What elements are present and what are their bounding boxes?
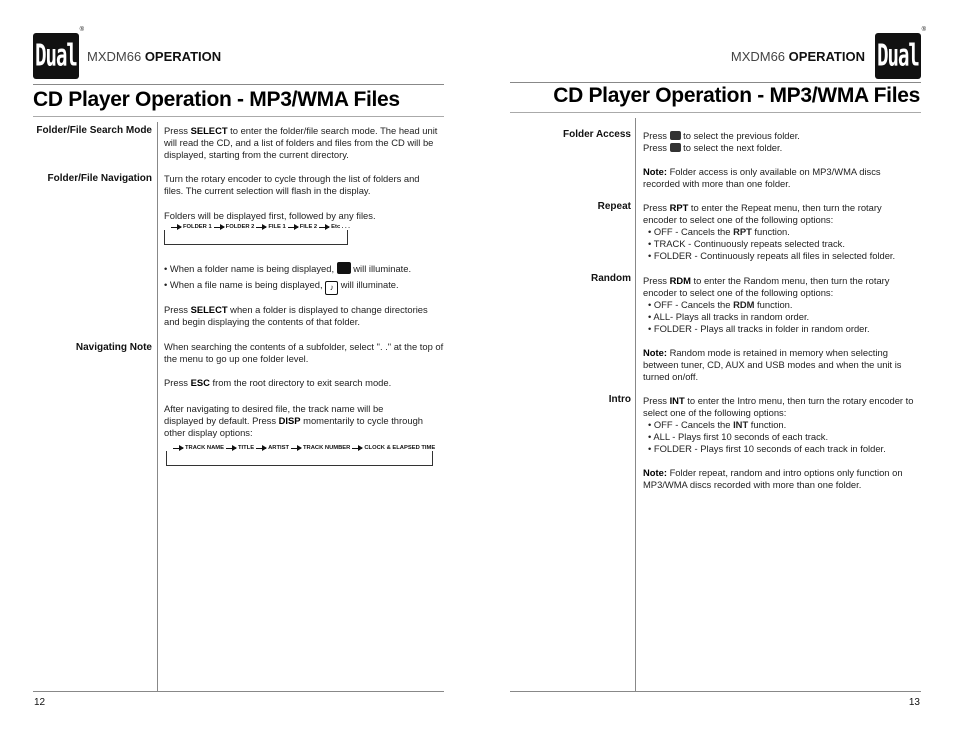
- header-rule: [510, 82, 921, 83]
- folders-first-text: Folders will be displayed first, followed by any files.: [164, 210, 376, 221]
- page-number: 13: [908, 697, 920, 708]
- folder-prev-icon: [670, 131, 681, 140]
- repeat-track: • TRACK - Continuously repeats selected track.: [648, 238, 845, 249]
- repeat-folder: • FOLDER - Continuously repeats all files in selected folder.: [648, 250, 896, 261]
- right-page: [477, 0, 954, 738]
- label-random: Random: [591, 273, 631, 284]
- label-intro: Intro: [608, 394, 631, 405]
- intro-folder: • FOLDER - Plays first 10 seconds of each track in folder.: [648, 443, 886, 454]
- folder-indicator-bullet: • When a folder name is being displayed, will illuminate.: [164, 263, 412, 274]
- disp-text: After navigating to desired file, the track name will be displayed by default. Press DISP momentarily to cycle through other display options:: [164, 403, 423, 438]
- subfolder-note-text: When searching the contents of a subfolder, select ". ." at the top of the menu to go up one folder level.: [164, 341, 444, 364]
- label-folder-search: Folder/File Search Mode: [36, 125, 152, 136]
- search-mode-text: Press SELECT to enter the folder/file search mode. The head unit will read the CD, and a list of folders and files from the CD will be displayed, starting from the current directory.: [164, 125, 438, 160]
- random-note: Note: Random mode is retained in memory when selecting between tuner, CD, AUX and USB modes and when the unit is turned on/off.: [643, 347, 902, 382]
- dual-logo: Dual ®: [33, 33, 79, 79]
- esc-text: Press ESC from the root directory to exit search mode.: [164, 377, 392, 388]
- page-title: CD Player Operation - MP3/WMA Files: [33, 88, 400, 111]
- label-folder-access: Folder Access: [563, 129, 631, 140]
- repeat-text: Press RPT to enter the Repeat menu, then turn the rotary encoder to select one of the following options:: [643, 202, 882, 225]
- folder-flow-diagram: FOLDER 1 FOLDER 2 FILE 1 FILE 2 Etc . . .: [164, 230, 348, 245]
- random-text: Press RDM to enter the Random menu, then turn the rotary encoder to select one of the following options:: [643, 275, 890, 298]
- model-heading: MXDM66 OPERATION: [730, 49, 865, 64]
- file-indicator-bullet: • When a file name is being displayed, ♪ will illuminate.: [164, 279, 399, 295]
- random-off: • OFF - Cancels the RDM function.: [648, 299, 793, 310]
- dual-logo: Dual ®: [875, 33, 921, 79]
- title-rule: [510, 112, 921, 113]
- title-rule: [33, 116, 444, 117]
- intro-note: Note: Folder repeat, random and intro options only function on MP3/WMA discs recorded with more than one folder.: [643, 467, 903, 490]
- prev-folder-text: Press to select the previous folder.: [643, 130, 800, 141]
- page-title: CD Player Operation - MP3/WMA Files: [553, 84, 920, 107]
- label-folder-nav: Folder/File Navigation: [47, 173, 152, 184]
- label-navigating-note: Navigating Note: [75, 342, 152, 353]
- folder-next-icon: [670, 143, 681, 152]
- model-heading: MXDM66 OPERATION: [87, 49, 222, 64]
- random-folder: • FOLDER - Plays all tracks in folder in random order.: [648, 323, 870, 334]
- intro-off: • OFF - Cancels the INT function.: [648, 419, 787, 430]
- repeat-off: • OFF - Cancels the RPT function.: [648, 226, 790, 237]
- column-divider: [635, 118, 636, 692]
- intro-all: • ALL - Plays first 10 seconds of each track.: [648, 431, 829, 442]
- music-note-icon: ♪: [325, 281, 338, 295]
- label-repeat: Repeat: [597, 201, 631, 212]
- column-divider: [157, 122, 158, 692]
- next-folder-text: Press to select the next folder.: [643, 142, 783, 153]
- footer-rule: [510, 691, 921, 692]
- page-number: 12: [34, 697, 46, 708]
- folder-access-note: Note: Folder access is only available on MP3/WMA discs recorded with more than one folder.: [643, 166, 881, 189]
- intro-text: Press INT to enter the Intro menu, then turn the rotary encoder to select one of the following options:: [643, 395, 914, 418]
- folder-icon: [337, 262, 351, 274]
- select-folder-text: Press SELECT when a folder is displayed to change directories and begin displaying the contents of that folder.: [164, 304, 428, 327]
- header-rule: [33, 84, 444, 85]
- footer-rule: [33, 691, 444, 692]
- random-all: • ALL- Plays all tracks in random order.: [648, 311, 810, 322]
- display-flow-diagram: TRACK NAME TITLE ARTIST TRACK NUMBER CLOCK & ELAPSED TIME: [166, 451, 433, 466]
- navigation-text: Turn the rotary encoder to cycle through the list of folders and files. The current selection will flash in the display.: [164, 173, 420, 196]
